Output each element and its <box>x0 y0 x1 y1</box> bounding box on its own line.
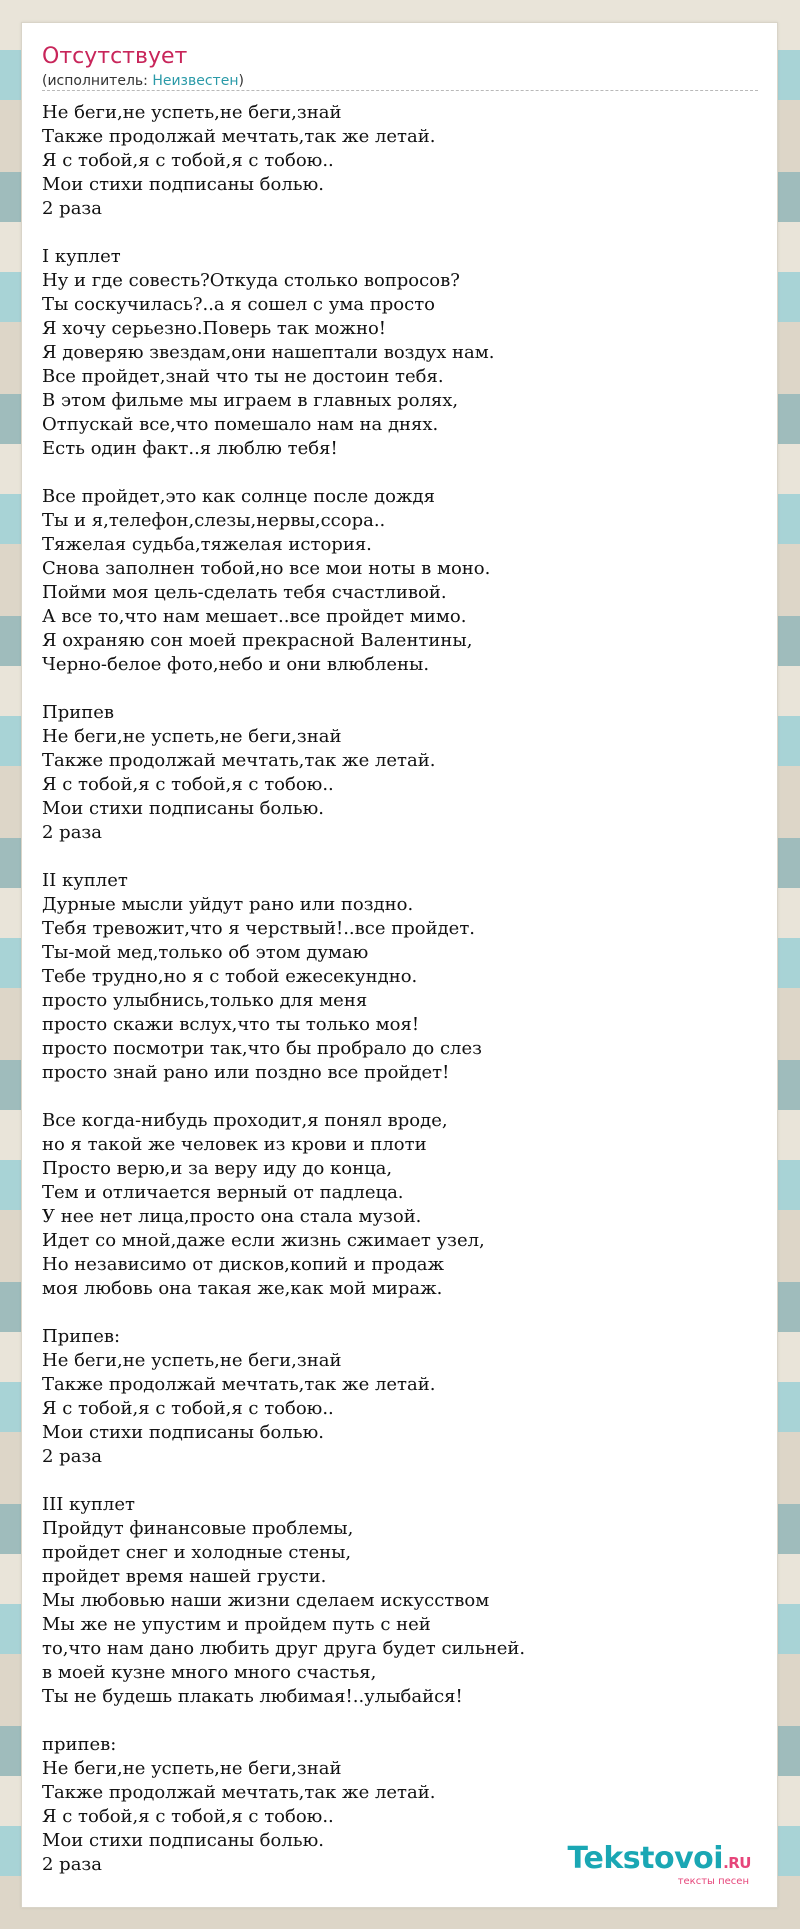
lyrics-text: Не беги,не успеть,не беги,знай Также продолжай мечтать,так же летай. Я с тобой,я с тобой,я с тобою.. Мои стихи подписаны болью. 2 раза I куплет Ну и где совесть?Откуда столько вопросов? Ты соскучилась?..а я сошел с ума просто Я хочу серьезно.Поверь так можно! Я доверяю звездам,они нашептали воздух нам. Все пройдет,знай что ты не достоин тебя. В этом фильме мы играем в главных ролях, Отпускай все,что помешало нам на днях. Есть один факт..я люблю тебя! Все пройдет,это как солнце после дождя Ты и я,телефон,слезы,нервы,ссора.. Тяжелая судьба,тяжелая история. Снова заполнен тобой,но все мои ноты в моно. Пойми моя цель-сделать тебя счастливой. А все то,что нам мешает..все пройдет мимо. Я охраняю сон моей прекрасной Валентины, Черно-белое фото,небо и они влюблены. Припев Не беги,не успеть,не беги,знай Также продолжай мечтать,так же летай. Я с тобой,я с тобой,я с тобою.. Мои стихи подписаны болью. 2 раза II куплет Дурные мысли уйдут рано или поздно. Тебя тревожит,что я черствый!..все пройдет. Ты-мой мед,только об этом думаю Тебе трудно,но я с тобой ежесекундно. просто улыбнись,только для меня просто скажи вслух,что ты только моя! просто посмотри так,что бы пробрало до слез просто знай рано или поздно все пройдет! Все когда-нибудь проходит,я понял вроде, но я такой же человек из крови и плоти Просто верю,и за веру иду до конца, Тем и отличается верный от падлеца. У нее нет лица,просто она стала музой. Идет со мной,даже если жизнь сжимает узел, Но независимо от дисков,копий и продаж моя любовь она такая же,как мой мираж. Припев: Не беги,не успеть,не беги,знай Также продолжай мечтать,так же летай. Я с тобой,я с тобой,я с тобою.. Мои стихи подписаны болью. 2 раза III куплет Пройдут финансовые проблемы, пройдет снег и холодные стены, пройдет время нашей грусти. Мы любовью наши жизни сделаем искусством Мы же не упустим и пройдем путь с ней то,что нам дано любить друг друга будет сильней. в моей кузне много много счастья, Ты не будешь плакать любимая!..улыбайся! припев: Не беги,не успеть,не беги,знай Также продолжай мечтать,так же летай. Я с тобой,я с тобой,я с тобою.. Мои стихи подписаны болью. 2 раза <box>42 102 526 1875</box>
artist-line <box>42 72 758 91</box>
site-logo[interactable] <box>567 1841 751 1887</box>
logo-tagline: тексты песен <box>677 1876 749 1887</box>
song-title: Отсутствует <box>42 44 188 69</box>
logo-word: Tekstovoi <box>567 1841 724 1876</box>
artist-suffix: ) <box>238 73 244 89</box>
artist-prefix: (исполнитель: <box>42 73 153 89</box>
lyrics-card <box>21 22 778 1908</box>
logo-tld: .RU <box>723 1854 751 1872</box>
logo-wordmark <box>567 1841 751 1878</box>
artist-link[interactable]: Неизвестен <box>152 73 239 89</box>
